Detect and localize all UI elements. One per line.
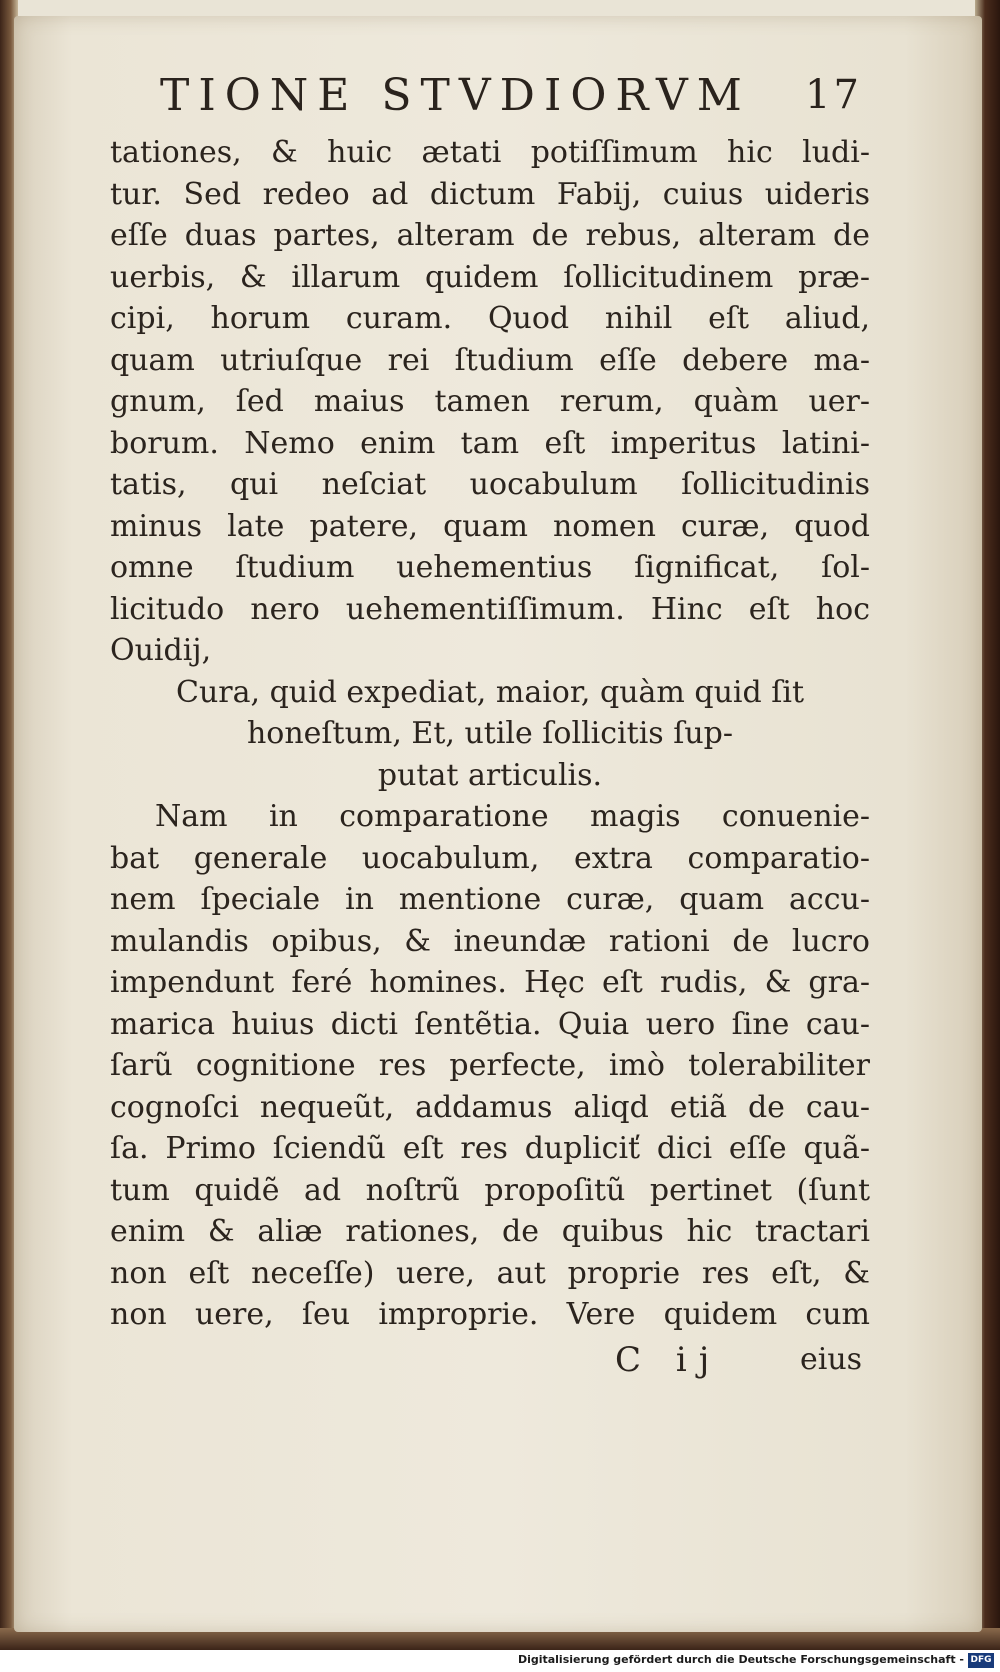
text-line: omne ſtudium uehementius ſignificat, ſol- (110, 550, 870, 585)
page-header (160, 70, 860, 130)
text-line: minus late patere, quam nomen curæ, quod (110, 508, 870, 544)
text-line: marica huius dicti ſentẽtia. Quia uero ſine cau- (110, 1006, 870, 1042)
text-line: bat generale uocabulum, extra comparatio- (110, 840, 870, 876)
verse-line: Cura, quid expediat, maior, quàm quid ſit (176, 674, 804, 710)
text-line: tationes, & huic ætati potiſſimum hic ludi- (110, 135, 870, 170)
signature-mark: C ij (615, 1339, 722, 1380)
text-line: ſarũ cognitione res perfecte, imò tolerabiliter (110, 1048, 870, 1083)
funding-credit: Digitalisierung gefördert durch die Deutsche Forschungsgemeinschaft - (517, 1653, 964, 1666)
text-line: borum. Nemo enim tam eſt imperitus latini- (110, 425, 870, 461)
text-line: gnum, ſed maius tamen rerum, quàm uer- (110, 384, 870, 419)
text-line: nem ſpeciale in mentione curæ, quam accu- (110, 882, 870, 917)
text-line: tatis, qui neſciat uocabulum ſollicitudinis (110, 467, 870, 502)
text-block (110, 132, 870, 1384)
verse-line: honeſtum, Et, utile ſollicitis ſup- (246, 716, 734, 751)
text-line: mulandis opibus, & ineundæ rationi de lucro (110, 923, 870, 959)
text-line: quam utriuſque rei ſtudium eſſe debere ma- (110, 342, 870, 378)
text-line: tur. Sed redeo ad dictum Fabij, cuius uideris (110, 176, 870, 212)
page-foot (110, 1336, 870, 1384)
running-head: TIONE STVDIORVM (160, 70, 751, 121)
text-line: impendunt feré homines. Hęc eſt rudis, & gra- (110, 965, 870, 1000)
text-line: non uere, ſeu improprie. Vere quidem cum (110, 1297, 870, 1332)
text-line: Nam in comparatione magis conuenie- (155, 799, 870, 834)
text-line: non eſt neceſſe) uere, aut proprie res eſt, & (110, 1255, 870, 1291)
text-line: tum quidẽ ad noſtrũ propoſitũ pertinet (ſunt (110, 1172, 870, 1208)
text-line: cipi, horum curam. Quod nihil eſt aliud, (110, 301, 870, 336)
text-line: uerbis, & illarum quidem ſollicitudinem præ- (110, 259, 870, 295)
text-line: ſa. Primo ſciendũ eſt res dupliciť dici eſſe quã- (110, 1131, 870, 1166)
catchword: eius (800, 1341, 863, 1377)
text-line: Ouidij, (110, 633, 212, 668)
verse-line: putat articulis. (377, 757, 603, 793)
digitization-footer (0, 1650, 1000, 1672)
dfg-logo: DFG (968, 1653, 994, 1668)
text-line: enim & aliæ rationes, de quibus hic tractari (110, 1214, 870, 1249)
page-number: 17 (805, 72, 862, 118)
text-line: cognoſci nequeũt, addamus aliqd etiã de cau- (110, 1089, 870, 1125)
text-line: eſſe duas partes, alteram de rebus, alteram de (110, 218, 870, 253)
text-line: licitudo nero uehementiſſimum. Hinc eſt hoc (110, 591, 870, 627)
